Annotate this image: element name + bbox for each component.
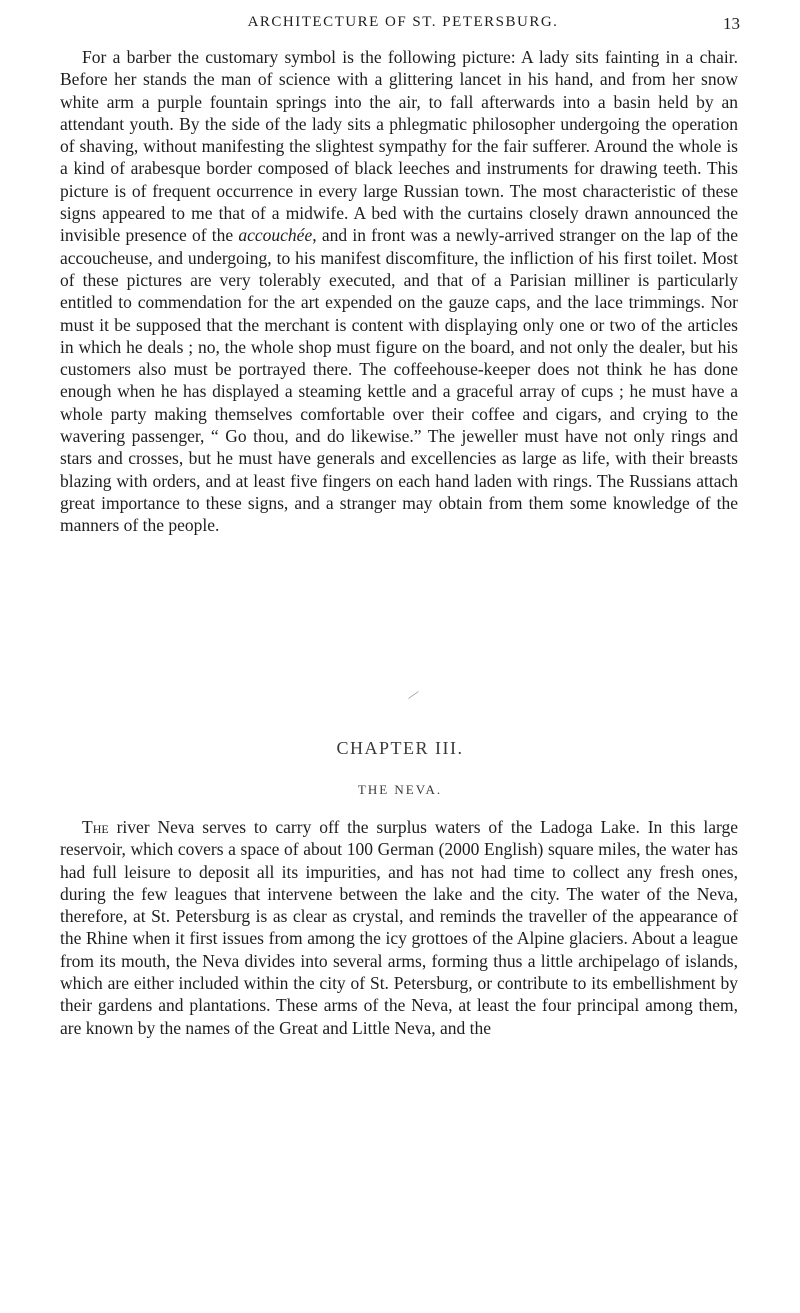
paragraph-text: , and in front was a newly-arrived stranger on the lap of the accoucheuse, and undergoing, to his manifest discomfiture, the infliction of his first toilet. Most of these pictures are very tolerably executed, and that of a Parisian milliner is particularly entitled to commendation for the art expended on the gauze caps, and the lace trimmings. Nor must it be supposed that the merchant is content with displaying only one or two of the articles in which he deals ; no, the whole shop must figure on the board, and not only the dealer, but his customers also must be portrayed there. The coffeehouse-keeper does not think he has done enough when he has displayed a steaming kettle and a graceful array of cups ; he must have a whole party making themselves comfortable over their coffee and cigars, and crying to the wavering passenger, “ Go thou, and do likewise.” The jeweller must have not only rings and stars and crosses, but he must have generals and excellencies as large as life, with their breasts blazing with orders, and at least five fingers on each hand laden with rings. The Russians attach great importance to these signs, and a stranger may obtain from them some knowledge of the manners of the people. — [60, 225, 738, 536]
chapter-subtitle: THE NEVA. — [357, 782, 443, 797]
lead-word: The — [82, 817, 109, 837]
paragraph-text: For a barber the customary symbol is the following picture: A lady sits fainting in a chair. Before her stands the man of science with a glittering lancet in his hand, and from her snow white arm a purple fountain springs into the air, to fall afterwards into a basin held by an attendant youth. By the side of the lady sits a phlegmatic philosopher undergoing the operation of shaving, without manifesting the slightest sympathy for the fair sufferer. Around the whole is a kind of arabesque border composed of black leeches and instruments for drawing teeth. This picture is of frequent occurrence in every large Russian town. The most characteristic of these signs appeared to me that of a midwife. A bed with the curtains closely drawn announced the invisible presence of the — [60, 47, 738, 246]
body-paragraph — [60, 46, 738, 537]
chapter-opening-paragraph — [60, 816, 738, 1039]
page-number: 13 — [723, 14, 740, 33]
printer-ornament-mark: — — [403, 684, 422, 704]
italic-term: accouchée — [238, 225, 313, 246]
page-header — [66, 14, 740, 38]
running-title: ARCHITECTURE OF ST. PETERSBURG. — [247, 14, 559, 30]
paragraph-text: river Neva serves to carry off the surplus waters of the Ladoga Lake. In this large reservoir, which covers a space of about 100 German (2000 English) square miles, the water has had full leisure to deposit all its impurities, and has not had time to collect any fresh ones, during the few leagues that intervene between the lake and the city. The water of the Neva, therefore, at St. Petersburg is as clear as crystal, and reminds the traveller of the appearance of the Rhine when it first issues from among the icy grottoes of the Alpine glaciers. About a league from its mouth, the Neva divides into several arms, forming thus a little archipelago of islands, which are either included within the city of St. Petersburg, or contribute to its embellishment by their gardens and plantations. These arms of the Neva, at least the four principal among them, are known by the names of the Great and Little Neva, and the — [60, 817, 738, 1038]
chapter-title: CHAPTER III. — [336, 738, 464, 758]
